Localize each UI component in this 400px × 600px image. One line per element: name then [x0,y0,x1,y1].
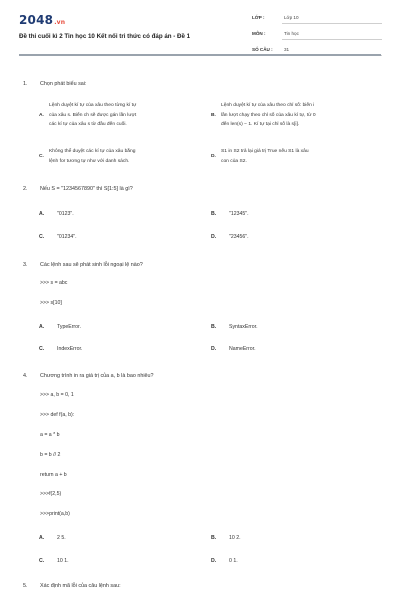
option-text: NameError. [229,346,256,352]
option-letter: C. [39,234,45,240]
site-logo[interactable] [19,13,65,27]
meta-subject-value: Tin học [284,31,299,36]
option-letter: B. [211,113,216,118]
question-text: Các lệnh sau sẽ phát sinh lỗi ngoại lệ nào? [40,262,143,268]
page-title: Đề thi cuối kì 2 Tin học 10 Kết nối tri thức có đáp án - Đề 1 [19,33,191,40]
option-text: S1 in S2 trả lại giá trị True nếu S1 là xâu con của S2. [221,149,309,164]
question-number: 4. [23,373,28,379]
option-text: 10 2. [229,535,241,541]
option-letter: D. [211,234,217,240]
option-letter: A. [39,113,44,118]
option-letter: D. [211,346,217,352]
meta-underline [282,23,382,24]
question-text: Nếu S = "1234567890" thì S[1:5] là gì? [40,186,133,192]
question-text: Chương trình in ra giá trị của a, b là bao nhiêu? [40,373,154,379]
meta-class-value: Lớp 10 [284,15,299,20]
header-divider [19,54,381,56]
code-line: >>> s[10] [40,300,62,306]
meta-subject-row [252,31,382,47]
option-text: IndexError. [57,346,83,352]
question-number: 1. [23,81,28,87]
option-letter: A. [39,535,45,541]
option-letter: A. [39,324,45,330]
question-number: 5. [23,583,28,589]
meta-class-label: LỚP : [252,15,265,20]
option-text: 2 5. [57,535,66,541]
logo-suffix: .vn [54,19,66,26]
meta-class-row [252,15,382,31]
option-text: Không thể duyệt các kí tự của xâu bằng lệnh for tương tự như với danh sách. [49,149,136,164]
meta-count-value: 31 [284,47,290,52]
code-line: >>> s = abc [40,280,68,286]
option-letter: D. [211,154,216,159]
option-text: "23456". [229,234,249,240]
option-text: SyntaxError. [229,324,258,330]
option-letter: C. [39,346,45,352]
question-number: 3. [23,262,28,268]
code-line: a = a * b [40,432,60,438]
code-line: >>> def f(a, b): [40,412,75,418]
option-text: 0 1. [229,558,238,564]
question-number: 2. [23,186,28,192]
option-text: "01234". [57,234,77,240]
meta-count-label: SỐ CÂU : [252,47,273,52]
code-line: >>>f(2,5) [40,491,62,497]
question-text: Chọn phát biểu sai: [40,81,87,87]
meta-underline [282,39,382,40]
option-letter: A. [39,211,45,217]
code-line: >>>print(a,b) [40,511,70,517]
code-line: b = b // 2 [40,452,61,458]
option-text: "0123". [57,211,74,217]
option-text: Lệnh duyệt kí tự của xâu theo từng kí tự của xâu s. Biến ch sẽ được gán lần lượt các kí tự của xâu s từ đầu đến cuối. [49,103,137,127]
option-text: "12345". [229,211,249,217]
option-text: 10 1. [57,558,69,564]
logo-text: 2048 [19,13,54,27]
option-letter: B. [211,535,217,541]
code-line: >>> a, b = 0, 1 [40,392,74,398]
option-text: TypeError. [57,324,81,330]
question-text: Xác định mã lỗi của câu lệnh sau: [40,583,121,589]
option-letter: C. [39,558,45,564]
option-letter: B. [211,211,217,217]
option-letter: C. [39,154,44,159]
option-letter: B. [211,324,217,330]
code-line: return a + b [40,472,67,478]
option-letter: D. [211,558,217,564]
option-text: Lệnh duyệt kí tự của xâu theo chỉ số: biến i lần lượt chạy theo chỉ số của xâu kí tự, từ 0 đến len(s) − 1. Kí tự tại chỉ số là s[i]. [221,103,316,127]
meta-subject-label: MÔN : [252,31,266,36]
